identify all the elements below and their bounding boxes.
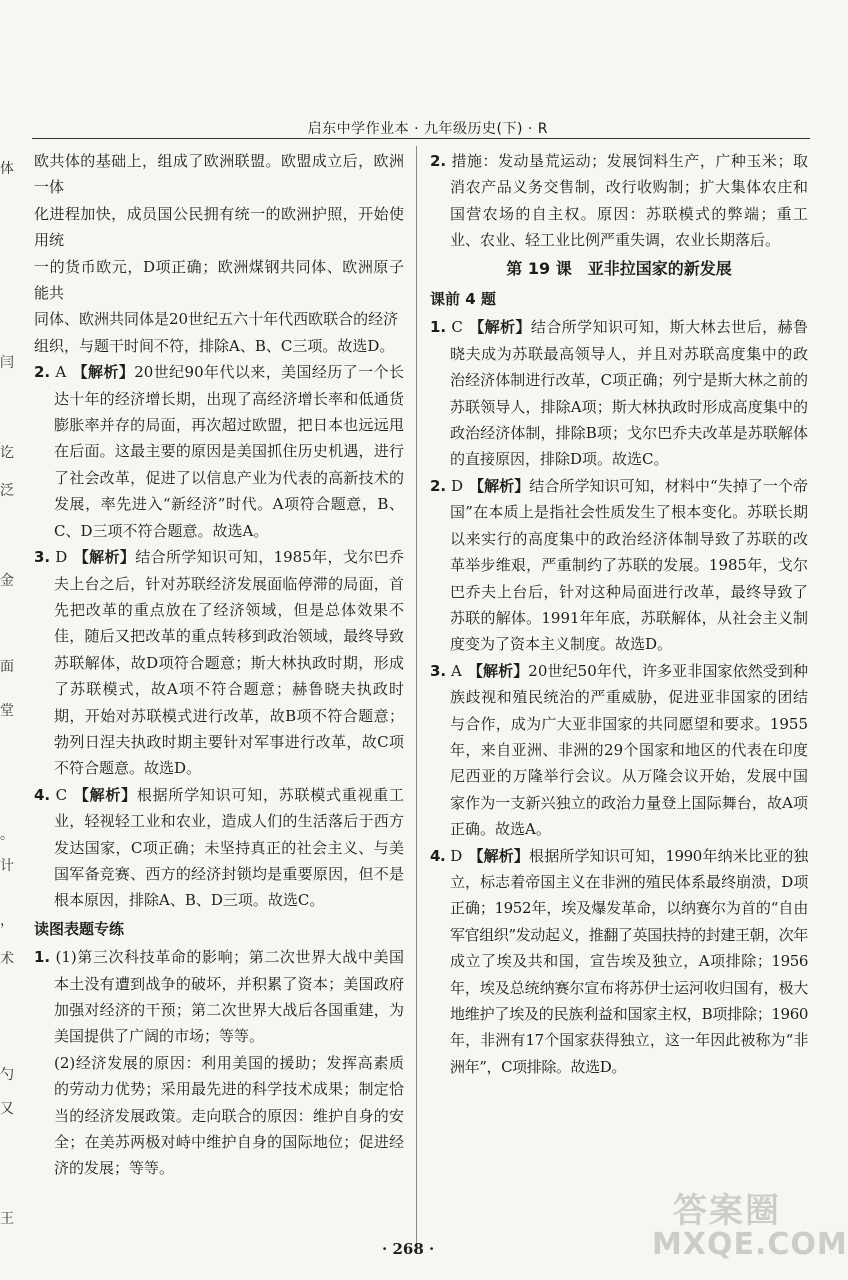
item-text: 结合所学知识可知，斯大林去世后，赫鲁晓夫成为苏联最高领导人，并且对苏联高度集中的政治经济体制进行改革，C项正确；列宁是斯大林之前的苏联领导人，排除A项；斯大林执政时形成高度集中的政治经济体制，排除B项；戈尔巴乔夫改革是苏联解体的直接原因，排除D项。故选C。 <box>450 318 808 469</box>
analysis-tag: 【解析】 <box>467 846 530 865</box>
analysis-tag: 【解析】 <box>73 785 137 804</box>
item-number: 4. <box>430 846 446 865</box>
item-text: 结合所学知识可知，1985年，戈尔巴乔夫上台之后，针对苏联经济发展面临停滞的局面，首先把改革的重点放在了经济领域，但是总体效果不佳，随后又把改革的重点转移到政治领域，最终导致苏联解体，故D项符合题意；斯大林执政时期，形成了苏联模式，故A项不符合题意；赫鲁晓夫执政时期，开始对苏联模式进行改革，故B项不符合题意；勃列日涅夫执政时期主要针对军事进行改革，故C项不符合题意。故选D。 <box>54 548 404 778</box>
answer-item <box>430 843 808 1081</box>
text-line: 一的货币欧元，D项正确；欧洲煤钢共同体、欧洲原子能共 <box>34 257 404 303</box>
item-number: 4. <box>34 785 51 804</box>
edge-glyph: 勺 <box>0 1067 14 1083</box>
edge-glyph: 计 <box>0 858 14 874</box>
header-rule <box>32 138 810 139</box>
item-answer: D <box>450 846 462 865</box>
section-heading: 读图表题专练 <box>34 919 125 938</box>
item-number: 3. <box>430 661 447 680</box>
analysis-tag: 【解析】 <box>469 476 530 495</box>
intro-paragraph <box>34 148 404 359</box>
analysis-tag: 【解析】 <box>73 548 136 567</box>
item-text: 根据所学知识可知，1990年纳米比亚的独立，标志着帝国主义在非洲的殖民体系最终崩溃，D项正确；1952年，埃及爆发革命，以纳赛尔为首的“自由军官组织”发动起义，推翻了英国扶持的封建王朝，次年成立了埃及共和国，宣告埃及独立，A项排除；1956年，埃及总统纳赛尔宣布将苏伊士运河收归国有，极大地维护了埃及的民族利益和国家主权，B项排除；1960年，非洲有17个国家获得独立，这一年因此被称为“非洲年”，C项排除。故选D。 <box>450 846 808 1076</box>
right-column <box>430 148 808 1080</box>
column-divider <box>416 146 417 1248</box>
item-text: 20世纪50年代，许多亚非国家依然受到种族歧视和殖民统治的严重威胁，促进亚非国家的团结与合作，成为广大亚非国家的共同愿望和要求。1955年，来自亚洲、非洲的29个国家和地区的代表在印度尼西亚的万隆举行会议。从万隆会议开始，发展中国家作为一支新兴独立的政治力量登上国际舞台，故A项正确。故选A。 <box>450 661 808 839</box>
left-column <box>34 148 404 1182</box>
edge-glyph: 堂 <box>0 703 14 719</box>
item-text: 措施：发动垦荒运动；发展饲料生产，广种玉米；取消农产品义务交售制，改行收购制；扩大集体农庄和国营农场的自主权。原因：苏联模式的弊端；重工业、农业、轻工业比例严重失调，农业长期落后。 <box>450 152 808 250</box>
answer-item <box>34 782 404 914</box>
text-line: 组织，与题干时间不符，排除A、B、C三项。故选D。 <box>34 336 395 355</box>
edge-glyph: 体 <box>0 161 14 177</box>
text-line: 同体、欧洲共同体是20世纪五六十年代西欧联合的经济 <box>34 310 399 329</box>
answer-item <box>430 658 808 843</box>
item-number: 1. <box>430 318 447 337</box>
watermark-url: MXQE.COM <box>652 1227 848 1262</box>
answer-item <box>430 314 808 472</box>
answer-item <box>34 944 404 1050</box>
section-heading: 课前 4 题 <box>430 290 496 309</box>
item-answer: A <box>55 363 67 382</box>
text-line: 欧共体的基础上，组成了欧洲联盟。欧盟成立后，欧洲一体 <box>34 152 404 197</box>
item-text: (1)第三次科技革命的影响；第二次世界大战中美国本土没有遭到战争的破坏，并积累了资本；美国政府加强对经济的干预；第二次世界大战后各国重建，为美国提供了广阔的市场；等等。 <box>54 948 404 1046</box>
answer-item <box>34 544 404 782</box>
answer-item <box>430 473 808 658</box>
lesson-title: 第 19 课 亚非拉国家的新发展 <box>506 258 732 278</box>
item-number: 1. <box>34 948 51 967</box>
item-text: 20世纪90年代以来，美国经历了一个长达十年的经济增长期，出现了高经济增长率和低通货膨胀率并存的局面，再次超过欧盟，把日本也远远甩在后面。这最主要的原因是美国抓住历史机遇，进行了社会改革，促进了以信息产业为代表的高新技术的发展，率先进入“新经济”时代。A项符合题意，B、C、D三项不符合题意。故选A。 <box>54 363 404 540</box>
item-answer: C <box>55 785 68 804</box>
item-answer: C <box>451 318 463 337</box>
page-number: · 268 · <box>382 1240 435 1258</box>
edge-glyph: 面 <box>0 659 14 675</box>
edge-glyph: 王 <box>0 1211 14 1227</box>
item-number: 2. <box>34 363 51 382</box>
item-number: 2. <box>430 476 447 495</box>
edge-glyph: ， <box>0 913 14 929</box>
item-text: 根据所学知识可知，苏联模式重视重工业，轻视轻工业和农业，造成人们的生活落后于西方发达国家，C项正确；未坚持真正的社会主义、与美国军备竞赛、西方的经济封锁均是重要原因，但不是根本原因，排除A、B、D三项。故选C。 <box>54 785 404 910</box>
item-answer: D <box>450 476 463 495</box>
watermark-line: 答案圈 <box>673 1191 781 1231</box>
answer-subpart: (2)经济发展的原因：利用美国的援助；发挥高素质的劳动力优势；采用最先进的科学技术成果；制定恰当的经济发展政策。走向联合的原因：维护自身的安全；在美苏两极对峙中维护自身的国际地位；促进经济的发展；等等。 <box>54 1053 404 1178</box>
item-text: 结合所学知识可知，材料中“失掉了一个帝国”在本质上是指社会性质发生了根本变化。苏联长期以来实行的高度集中的政治经济体制导致了苏联的改革举步维艰，严重制约了苏联的发展。1985年，戈尔巴乔夫上台后，针对这种局面进行改革，最终导致了苏联的解体。1991年年底，苏联解体，从社会主义制度变为了资本主义制度。故选D。 <box>450 476 808 654</box>
edge-glyph: 讫 <box>0 445 14 461</box>
edge-glyph: 泛 <box>0 483 14 499</box>
analysis-tag: 【解析】 <box>468 318 531 337</box>
edge-glyph: 。 <box>0 827 14 843</box>
answer-item <box>430 148 808 254</box>
analysis-tag: 【解析】 <box>72 363 135 382</box>
watermark-logo <box>652 1191 848 1272</box>
item-number: 3. <box>34 548 51 567</box>
edge-glyph: 术 <box>0 951 14 967</box>
text-line: 化进程加快，成员国公民拥有统一的欧洲护照，开始使用统 <box>34 204 404 250</box>
edge-glyph: 又 <box>0 1101 14 1117</box>
item-number: 2. <box>430 152 447 170</box>
edge-glyph: 闫 <box>0 355 14 371</box>
edge-glyph: 金 <box>0 573 14 589</box>
item-answer: A <box>451 661 462 680</box>
analysis-tag: 【解析】 <box>467 661 529 680</box>
answer-item <box>34 359 404 544</box>
page-header-title: 启东中学作业本 · 九年级历史(下) · R <box>307 121 548 137</box>
item-answer: D <box>55 548 68 567</box>
